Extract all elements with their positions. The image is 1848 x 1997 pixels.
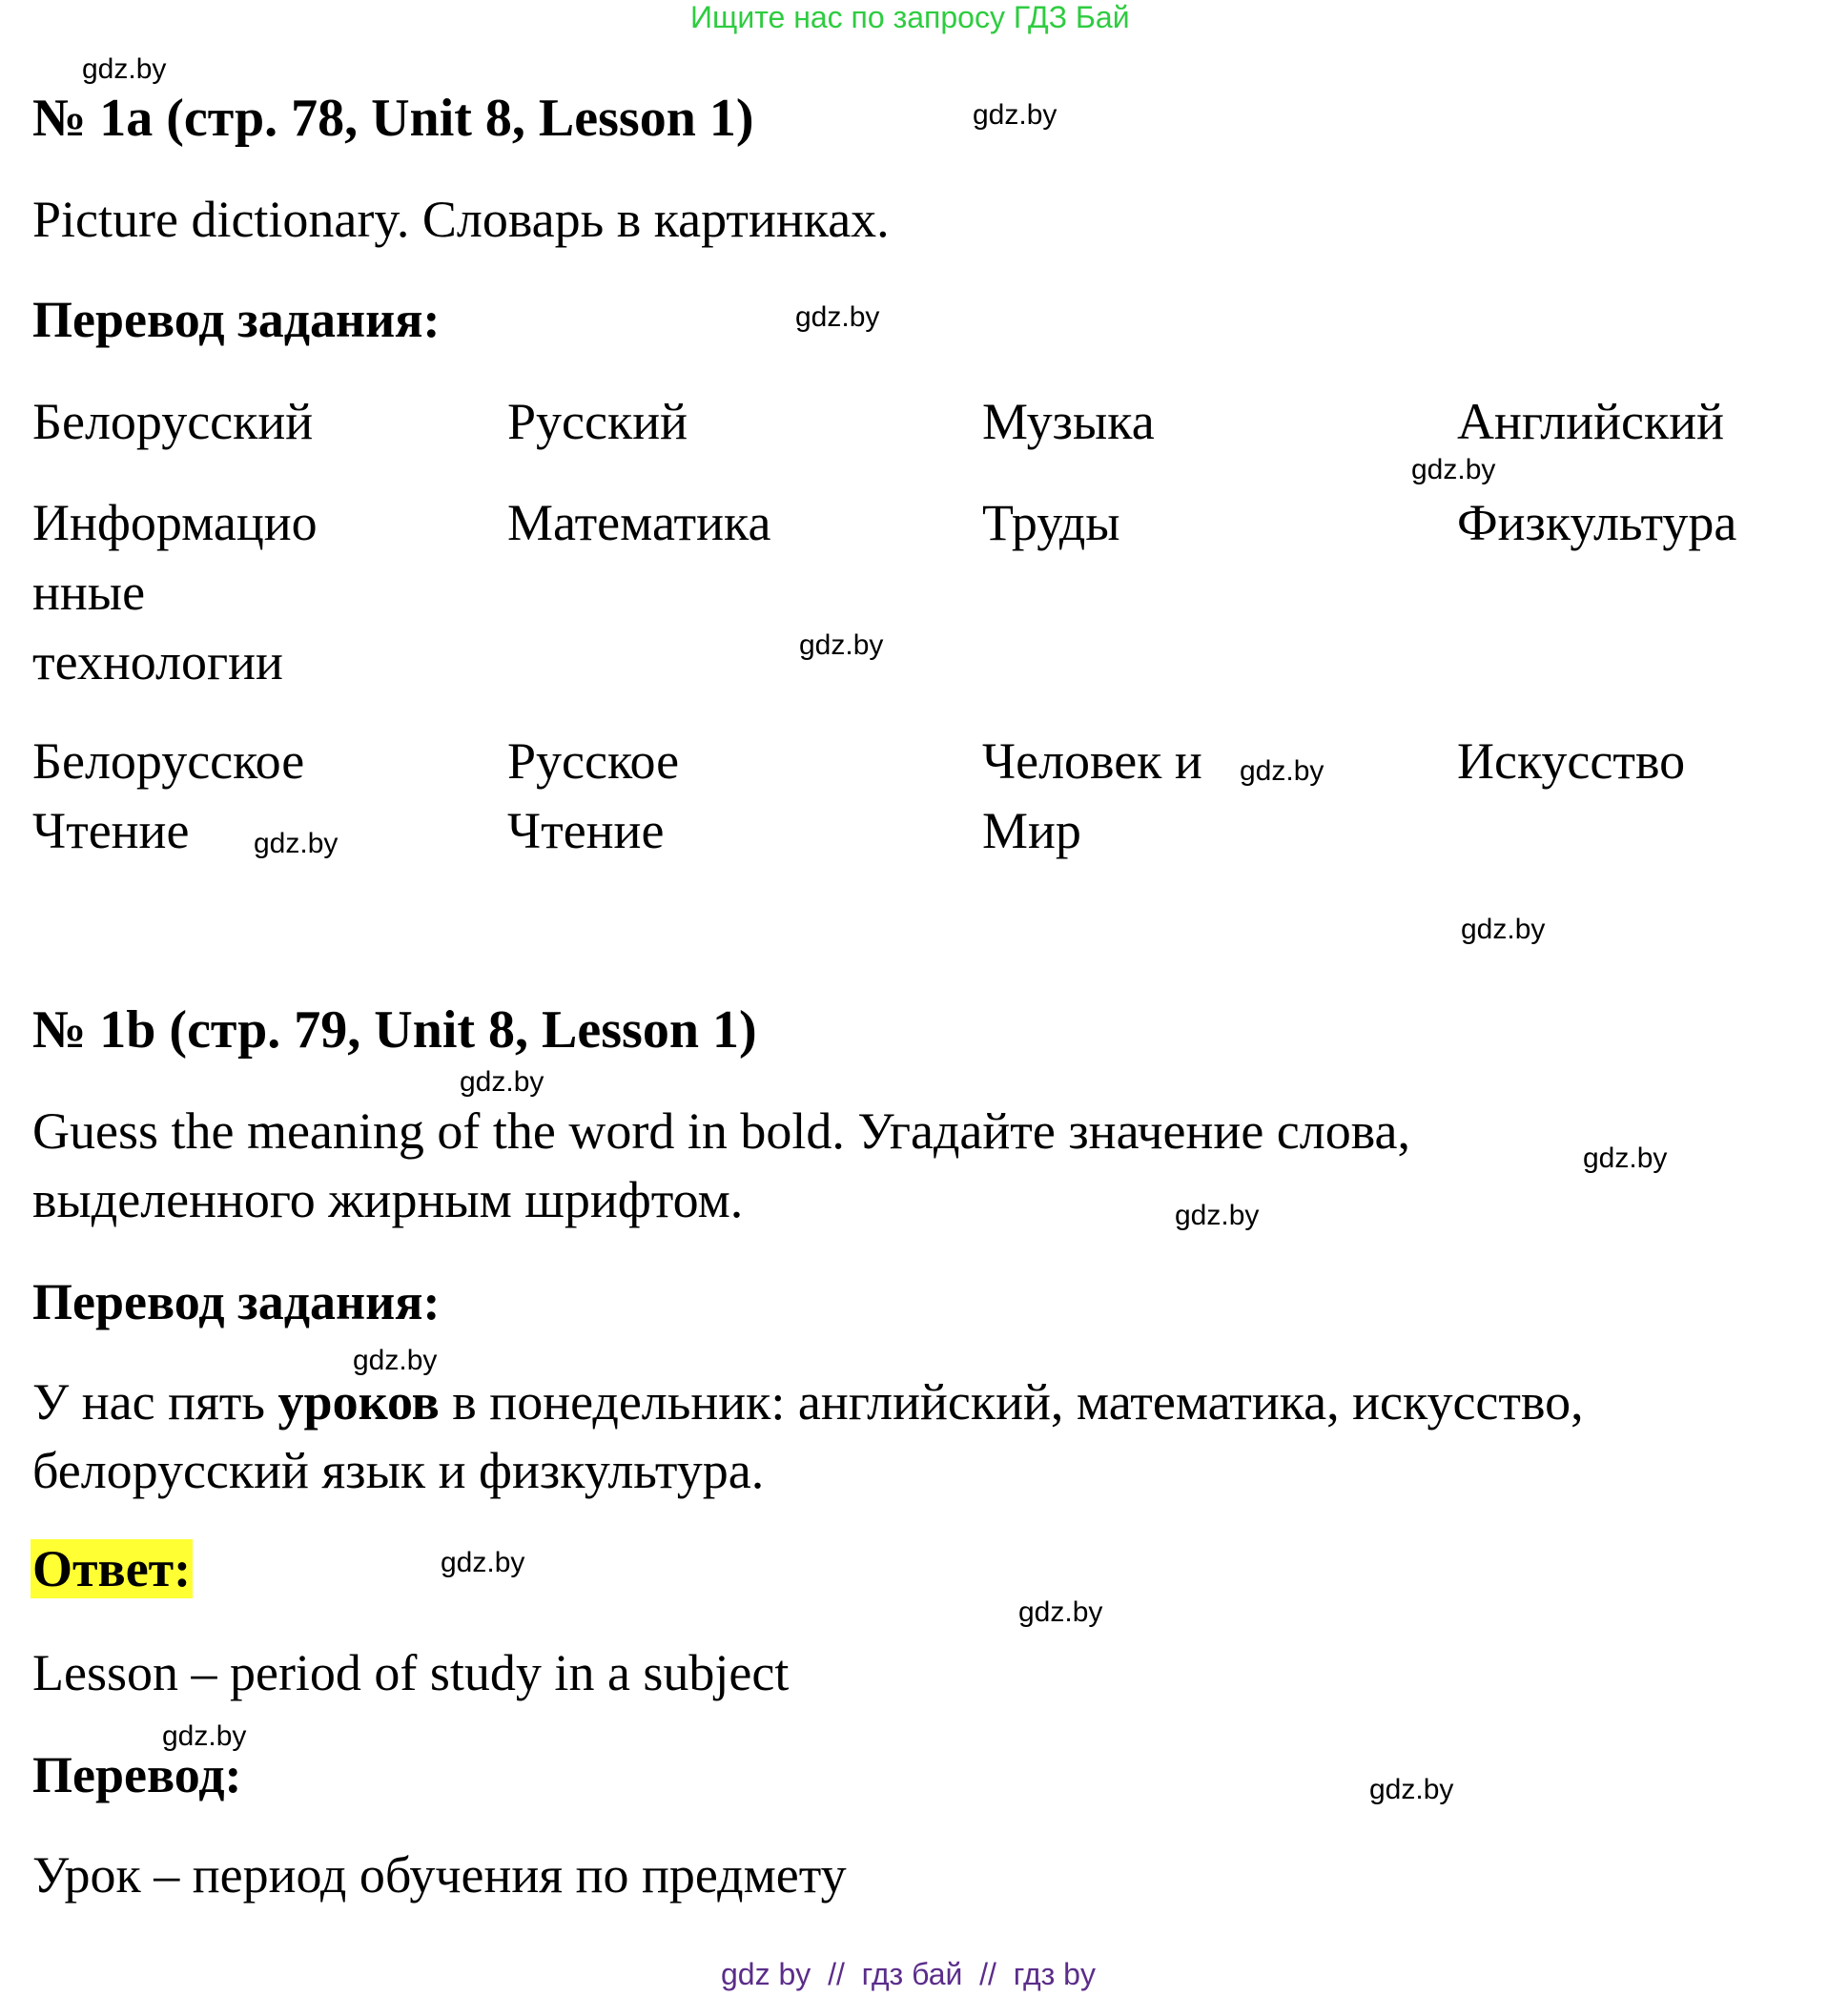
task-1b-sentence-line1 bbox=[32, 1368, 1584, 1437]
subject-line: Чтение bbox=[32, 802, 190, 859]
task-1a-translation-heading: Перевод задания: bbox=[32, 291, 441, 348]
task-1a-instruction: Picture dictionary. Словарь в картинках. bbox=[32, 191, 890, 248]
subject-line: Информацио bbox=[32, 494, 318, 551]
task-1a-heading: № 1a (стр. 78, Unit 8, Lesson 1) bbox=[32, 89, 754, 148]
subject-cell bbox=[982, 727, 1202, 866]
subject-line: Английский bbox=[1457, 393, 1725, 450]
watermark: gdz.by bbox=[162, 1720, 247, 1752]
sentence-bold-word: уроков bbox=[277, 1373, 440, 1431]
subject-cell bbox=[32, 488, 318, 697]
top-banner[interactable]: Ищите нас по запросу ГДЗ Бай bbox=[690, 0, 1130, 34]
task-1b-sentence-line2: белорусский язык и физкультура. bbox=[32, 1442, 765, 1499]
subject-cell bbox=[982, 488, 1120, 558]
watermark: gdz.by bbox=[973, 99, 1057, 131]
subject-cell bbox=[507, 727, 679, 866]
watermark: gdz.by bbox=[353, 1345, 438, 1376]
subject-line: нные bbox=[32, 564, 146, 621]
translation-text: Урок – период обучения по предмету bbox=[32, 1846, 847, 1904]
subject-line: Русское bbox=[507, 732, 680, 790]
watermark: gdz.by bbox=[1240, 755, 1324, 787]
footer-links[interactable]: gdz by // гдз бай // гдз by bbox=[721, 1957, 1096, 1991]
subject-line: Человек и bbox=[982, 732, 1202, 790]
subject-cell bbox=[507, 488, 770, 558]
answer-text: Lesson – period of study in a subject bbox=[32, 1644, 790, 1701]
watermark: gdz.by bbox=[460, 1066, 544, 1098]
task-1b-translation-heading: Перевод задания: bbox=[32, 1273, 441, 1330]
subject-line: Мир bbox=[982, 802, 1081, 859]
subject-cell bbox=[32, 727, 304, 866]
task-1b-heading: № 1b (стр. 79, Unit 8, Lesson 1) bbox=[32, 1000, 757, 1060]
task-1b-instruction-line2: выделенного жирным шрифтом. bbox=[32, 1171, 744, 1228]
watermark: gdz.by bbox=[1411, 454, 1496, 485]
watermark: gdz.by bbox=[1369, 1774, 1454, 1805]
subject-line: Труды bbox=[982, 494, 1120, 551]
subject-line: Белорусский bbox=[32, 393, 314, 450]
watermark: gdz.by bbox=[795, 301, 880, 333]
task-1b-instruction-line1: Guess the meaning of the word in bold. Угадайте значение слова, bbox=[32, 1102, 1410, 1160]
sentence-text: в понедельник: английский, математика, искусство, bbox=[439, 1373, 1584, 1431]
subject-cell bbox=[1457, 387, 1724, 457]
answer-label: Ответ: bbox=[32, 1540, 192, 1597]
watermark: gdz.by bbox=[82, 53, 167, 85]
watermark: gdz.by bbox=[1461, 914, 1546, 945]
subject-cell bbox=[1457, 488, 1736, 558]
watermark: gdz.by bbox=[1175, 1200, 1260, 1231]
subject-line: Физкультура bbox=[1457, 494, 1737, 551]
subject-cell bbox=[1457, 727, 1685, 796]
subject-line: Музыка bbox=[982, 393, 1155, 450]
watermark: gdz.by bbox=[1583, 1143, 1668, 1174]
subject-line: Искусство bbox=[1457, 732, 1686, 790]
subject-line: технологии bbox=[32, 633, 283, 690]
subject-cell bbox=[982, 387, 1155, 457]
watermark: gdz.by bbox=[254, 828, 339, 859]
translation-label: Перевод: bbox=[32, 1746, 242, 1803]
watermark: gdz.by bbox=[799, 629, 884, 661]
subject-line: Чтение bbox=[507, 802, 665, 859]
subject-cell bbox=[32, 387, 313, 457]
subject-cell bbox=[507, 387, 688, 457]
watermark: gdz.by bbox=[441, 1547, 525, 1578]
watermark: gdz.by bbox=[1018, 1596, 1103, 1628]
sentence-text: У нас пять bbox=[32, 1373, 278, 1431]
subject-line: Математика bbox=[507, 494, 771, 551]
subject-line: Белорусское bbox=[32, 732, 305, 790]
subject-line: Русский bbox=[507, 393, 688, 450]
